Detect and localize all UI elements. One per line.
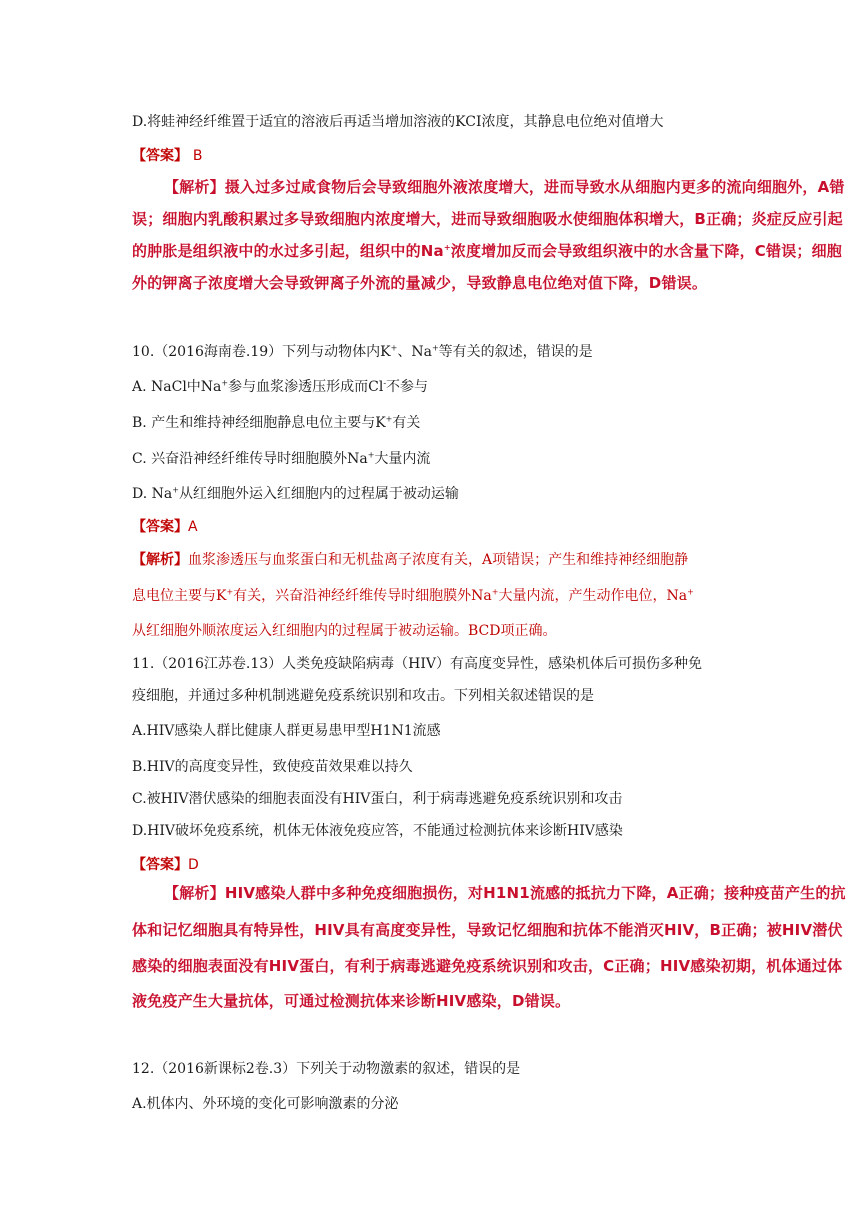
q11-explanation-line-4: 液免疫产生大量抗体，可通过检测抗体来诊断HIV感染，D错误。 [132, 992, 571, 1010]
q10-explanation-line-3: 从红细胞外顺浓度运入红细胞内的过程属于被动运输。BCD项正确。 [132, 623, 557, 639]
q11-option-d: D.HIV破坏免疫系统，机体无体液免疫应答，不能通过检测抗体来诊断HIV感染 [132, 823, 623, 839]
explanation-label: 【解析】 [164, 178, 225, 196]
q9-explanation-line-3: 的肿胀是组织液中的水过多引起，组织中的Na+浓度增加反而会导致组织液中的水含量下降，C错误；细胞 [132, 242, 843, 260]
answer-label: 【答案】 [132, 148, 188, 164]
answer-value: D [188, 857, 199, 873]
q9-option-d: D.将蛙神经纤维置于适宜的溶液后再适当增加溶液的KCI浓度，其静息电位绝对值增大 [132, 114, 664, 130]
explanation-label: 【解析】 [164, 884, 225, 902]
q11-stem-line-1: 11.（2016江苏卷.13）人类免疫缺陷病毒（HIV）有高度变异性，感染机体后可损伤多种免 [132, 656, 703, 672]
q10-option-c: C. 兴奋沿神经纤维传导时细胞膜外Na+大量内流 [132, 450, 431, 467]
q10-explanation-line-1: 【解析】血浆渗透压与血浆蛋白和无机盐离子浓度有关，A项错误；产生和维持神经细胞静 [132, 552, 689, 568]
q11-answer [132, 855, 199, 875]
q11-explanation-line-1: 【解析】HIV感染人群中多种免疫细胞损伤，对H1N1流感的抵抗力下降，A正确；接种疫苗产生的抗 [164, 884, 846, 902]
q11-explanation-line-2: 体和记忆细胞具有特异性，HIV具有高度变异性，导致记忆细胞和抗体不能消灭HIV，B正确；被HIV潜伏 [132, 921, 843, 939]
q9-explanation-line-4: 外的钾离子浓度增大会导致钾离子外流的量减少，导致静息电位绝对值下降，D错误。 [132, 274, 708, 292]
q11-option-a: A.HIV感染人群比健康人群更易患甲型H1N1流感 [132, 723, 441, 739]
q12-stem: 12.（2016新课标2卷.3）下列关于动物激素的叙述，错误的是 [132, 1061, 521, 1077]
q10-explanation-line-2: 息电位主要与K+有关，兴奋沿神经纤维传导时细胞膜外Na+大量内流，产生动作电位，Na+ [132, 587, 694, 604]
q10-option-d: D. Na+从红细胞外运入红细胞内的过程属于被动运输 [132, 485, 459, 502]
q11-explanation-line-3: 感染的细胞表面没有HIV蛋白，有利于病毒逃避免疫系统识别和攻击，C正确；HIV感染初期，机体通过体 [132, 957, 843, 975]
q11-stem-line-2: 疫细胞，并通过多种机制逃避免疫系统识别和攻击。下列相关叙述错误的是 [132, 688, 594, 704]
q9-explanation-line-1: 【解析】摄入过多过咸食物后会导致细胞外液浓度增大，进而导致水从细胞内更多的流向细胞外，A错 [164, 178, 845, 196]
q11-option-b: B.HIV的高度变异性，致使疫苗效果难以持久 [132, 759, 413, 775]
answer-value: B [192, 148, 203, 164]
q12-option-a: A.机体内、外环境的变化可影响激素的分泌 [132, 1096, 399, 1112]
q9-answer [132, 146, 202, 166]
q10-stem: 10.（2016海南卷.19）下列与动物体内K+、Na+等有关的叙述，错误的是 [132, 343, 593, 360]
q10-answer [132, 517, 198, 537]
answer-label: 【答案】 [132, 857, 188, 873]
answer-value: A [188, 519, 198, 535]
q10-option-a: A. NaCl中Na+参与血浆渗透压形成而Cl-不参与 [132, 378, 429, 395]
explanation-label: 【解析】 [132, 552, 188, 568]
q11-option-c: C.被HIV潜伏感染的细胞表面没有HIV蛋白，利于病毒逃避免疫系统识别和攻击 [132, 791, 623, 807]
answer-label: 【答案】 [132, 519, 188, 535]
q9-explanation-line-2: 误；细胞内乳酸积累过多导致细胞内浓度增大，进而导致细胞吸水使细胞体积增大，B正确；炎症反应引起 [132, 210, 843, 228]
q10-option-b: B. 产生和维持神经细胞静息电位主要与K+有关 [132, 414, 421, 431]
